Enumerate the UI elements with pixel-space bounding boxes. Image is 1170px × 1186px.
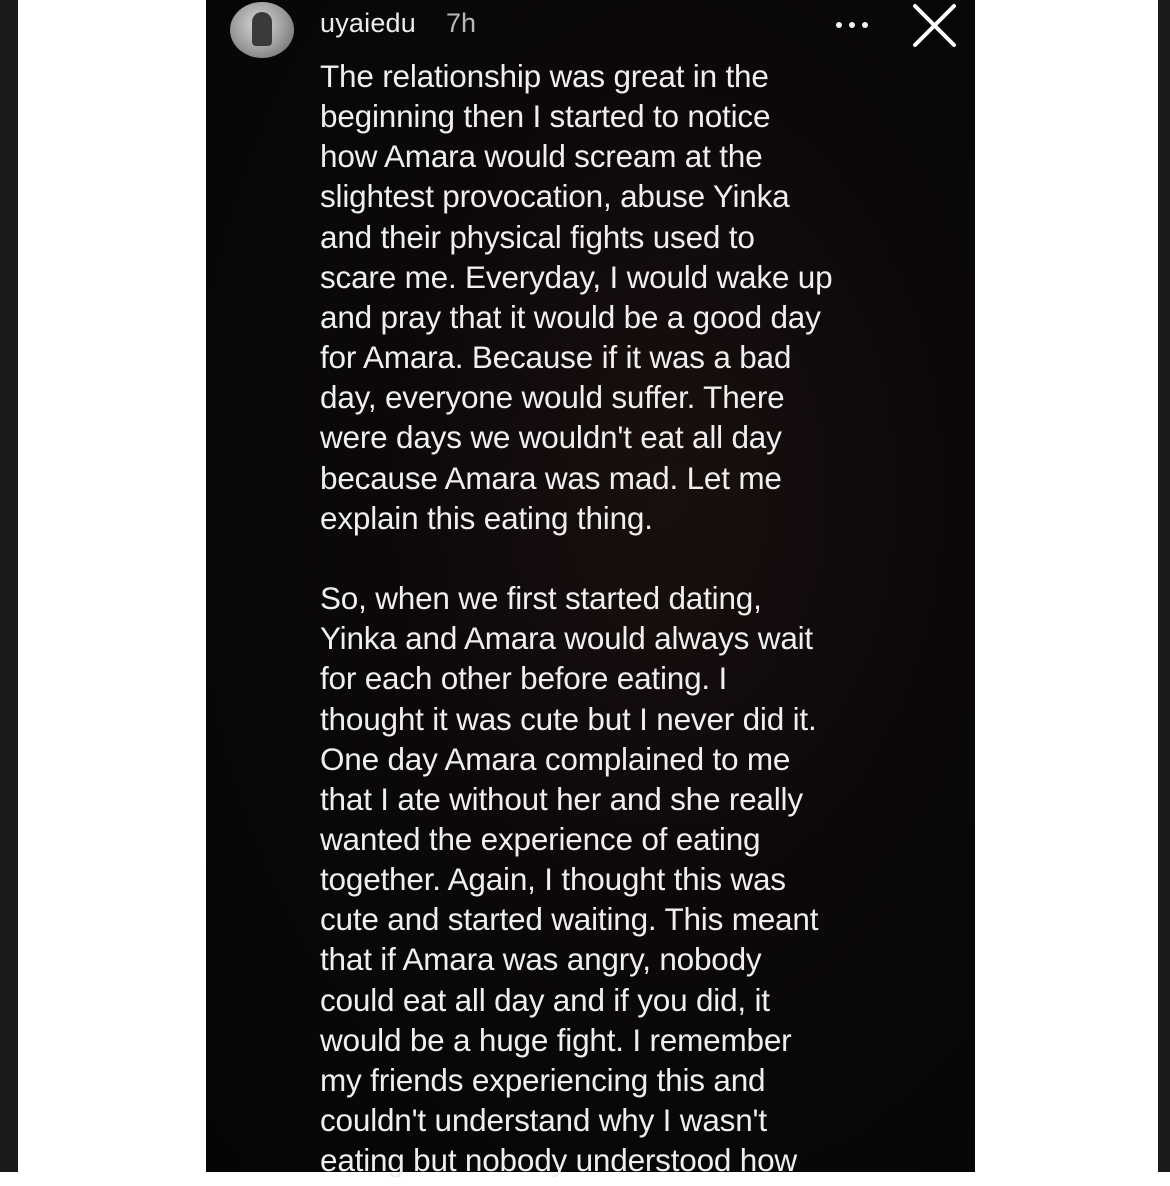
- story-text-line: cute and started waiting. This meant: [320, 901, 819, 938]
- close-icon: [908, 2, 960, 50]
- story-text-line: beginning then I started to notice: [320, 98, 771, 135]
- story-text-line: Yinka and Amara would always wait: [320, 620, 813, 657]
- story-text-line: The relationship was great in the: [320, 58, 769, 94]
- story-text-line: wanted the experience of eating: [320, 820, 761, 857]
- ellipsis-icon: [862, 22, 868, 28]
- story-text-line: could eat all day and if you did, it: [320, 981, 770, 1018]
- story-text-line: eating but nobody understood how: [320, 1142, 797, 1179]
- close-button[interactable]: [908, 2, 960, 50]
- story-text-line: because Amara was mad. Let me: [320, 459, 782, 496]
- story-text-line: for each other before eating. I: [320, 660, 728, 697]
- story-timestamp: 7h: [446, 8, 477, 38]
- story-text-line: how Amara would scream at the: [320, 138, 763, 175]
- story-text-line: explain this eating thing.: [320, 499, 653, 536]
- story-text-line: So, when we first started dating,: [320, 580, 762, 617]
- story-text-line: together. Again, I thought this was: [320, 861, 786, 898]
- story-text-body: [320, 56, 960, 1180]
- story-text-line: that I ate without her and she really: [320, 780, 803, 817]
- story-text-line: day, everyone would suffer. There: [320, 379, 785, 416]
- avatar[interactable]: [230, 2, 294, 58]
- story-username[interactable]: uyaiedu: [320, 8, 416, 38]
- ellipsis-icon: [836, 22, 842, 28]
- story-text-line: thought it was cute but I never did it.: [320, 700, 817, 737]
- story-text-line: that if Amara was angry, nobody: [320, 941, 762, 978]
- story-text-line: scare me. Everyday, I would wake up: [320, 258, 833, 295]
- left-edge-bar: [0, 0, 18, 1172]
- story-text-line: for Amara. Because if it was a bad: [320, 339, 792, 376]
- ellipsis-icon: [849, 22, 855, 28]
- story-text-line: couldn't understand why I wasn't: [320, 1102, 767, 1139]
- story-text-line: and pray that it would be a good day: [320, 298, 821, 335]
- more-options-button[interactable]: [830, 10, 874, 40]
- story-text-line: were days we wouldn't eat all day: [320, 419, 782, 456]
- story-text-line: One day Amara complained to me: [320, 740, 791, 777]
- story-text-line: my friends experiencing this and: [320, 1061, 766, 1098]
- story-text-line: and their physical fights used to: [320, 218, 755, 255]
- right-edge-bar: [1158, 0, 1170, 1172]
- story-text-line: would be a huge fight. I remember: [320, 1021, 792, 1058]
- story-text-line: slightest provocation, abuse Yinka: [320, 178, 790, 215]
